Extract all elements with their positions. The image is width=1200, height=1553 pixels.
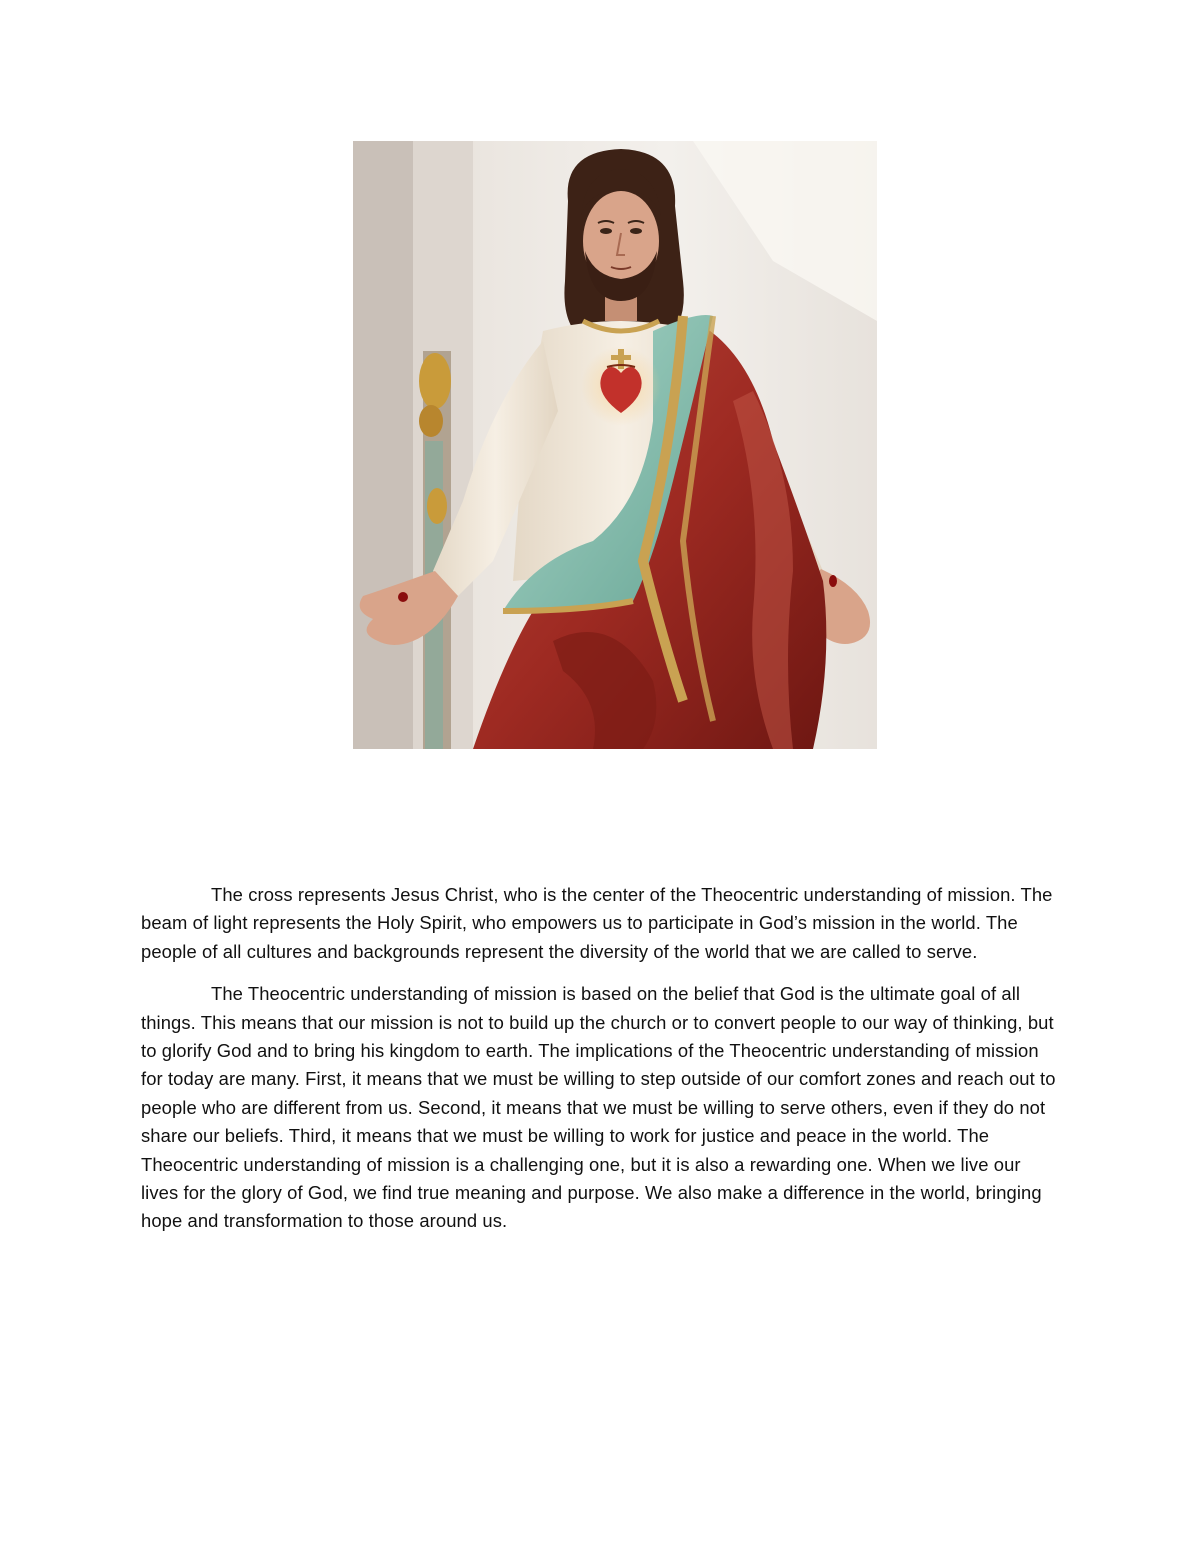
paragraph-1: The cross represents Jesus Christ, who is the center of the Theocentric understanding of mission. The beam of light represents the Holy Spirit, who empowers us to participate in God’s mission in the world. The people of all cultures and backgrounds represent the diversity of the world that we are called to serve.: [141, 884, 1053, 962]
paragraph-2: The Theocentric understanding of mission is based on the belief that God is the ultimate goal of all things. This means that our mission is not to build up the church or to convert people to our way of thinking, but to glorify God and to bring his kingdom to earth. The implications of the Theocentric understanding of mission for today are many. First, it means that we must be willing to step outside of our comfort zones and reach out to people who are different from us. Second, it means that we must be willing to serve others, even if they do not share our beliefs. Third, it means that we must be willing to work for justice and peace in the world. The Theocentric understanding of mission is a challenging one, but it is also a rewarding one. When we live our lives for the glory of God, we find true meaning and purpose. We also make a difference in the world, bringing hope and transformation to those around us.: [141, 983, 1056, 1232]
body-text: [141, 881, 1061, 1250]
sacred-heart-statue-image: [353, 141, 877, 749]
